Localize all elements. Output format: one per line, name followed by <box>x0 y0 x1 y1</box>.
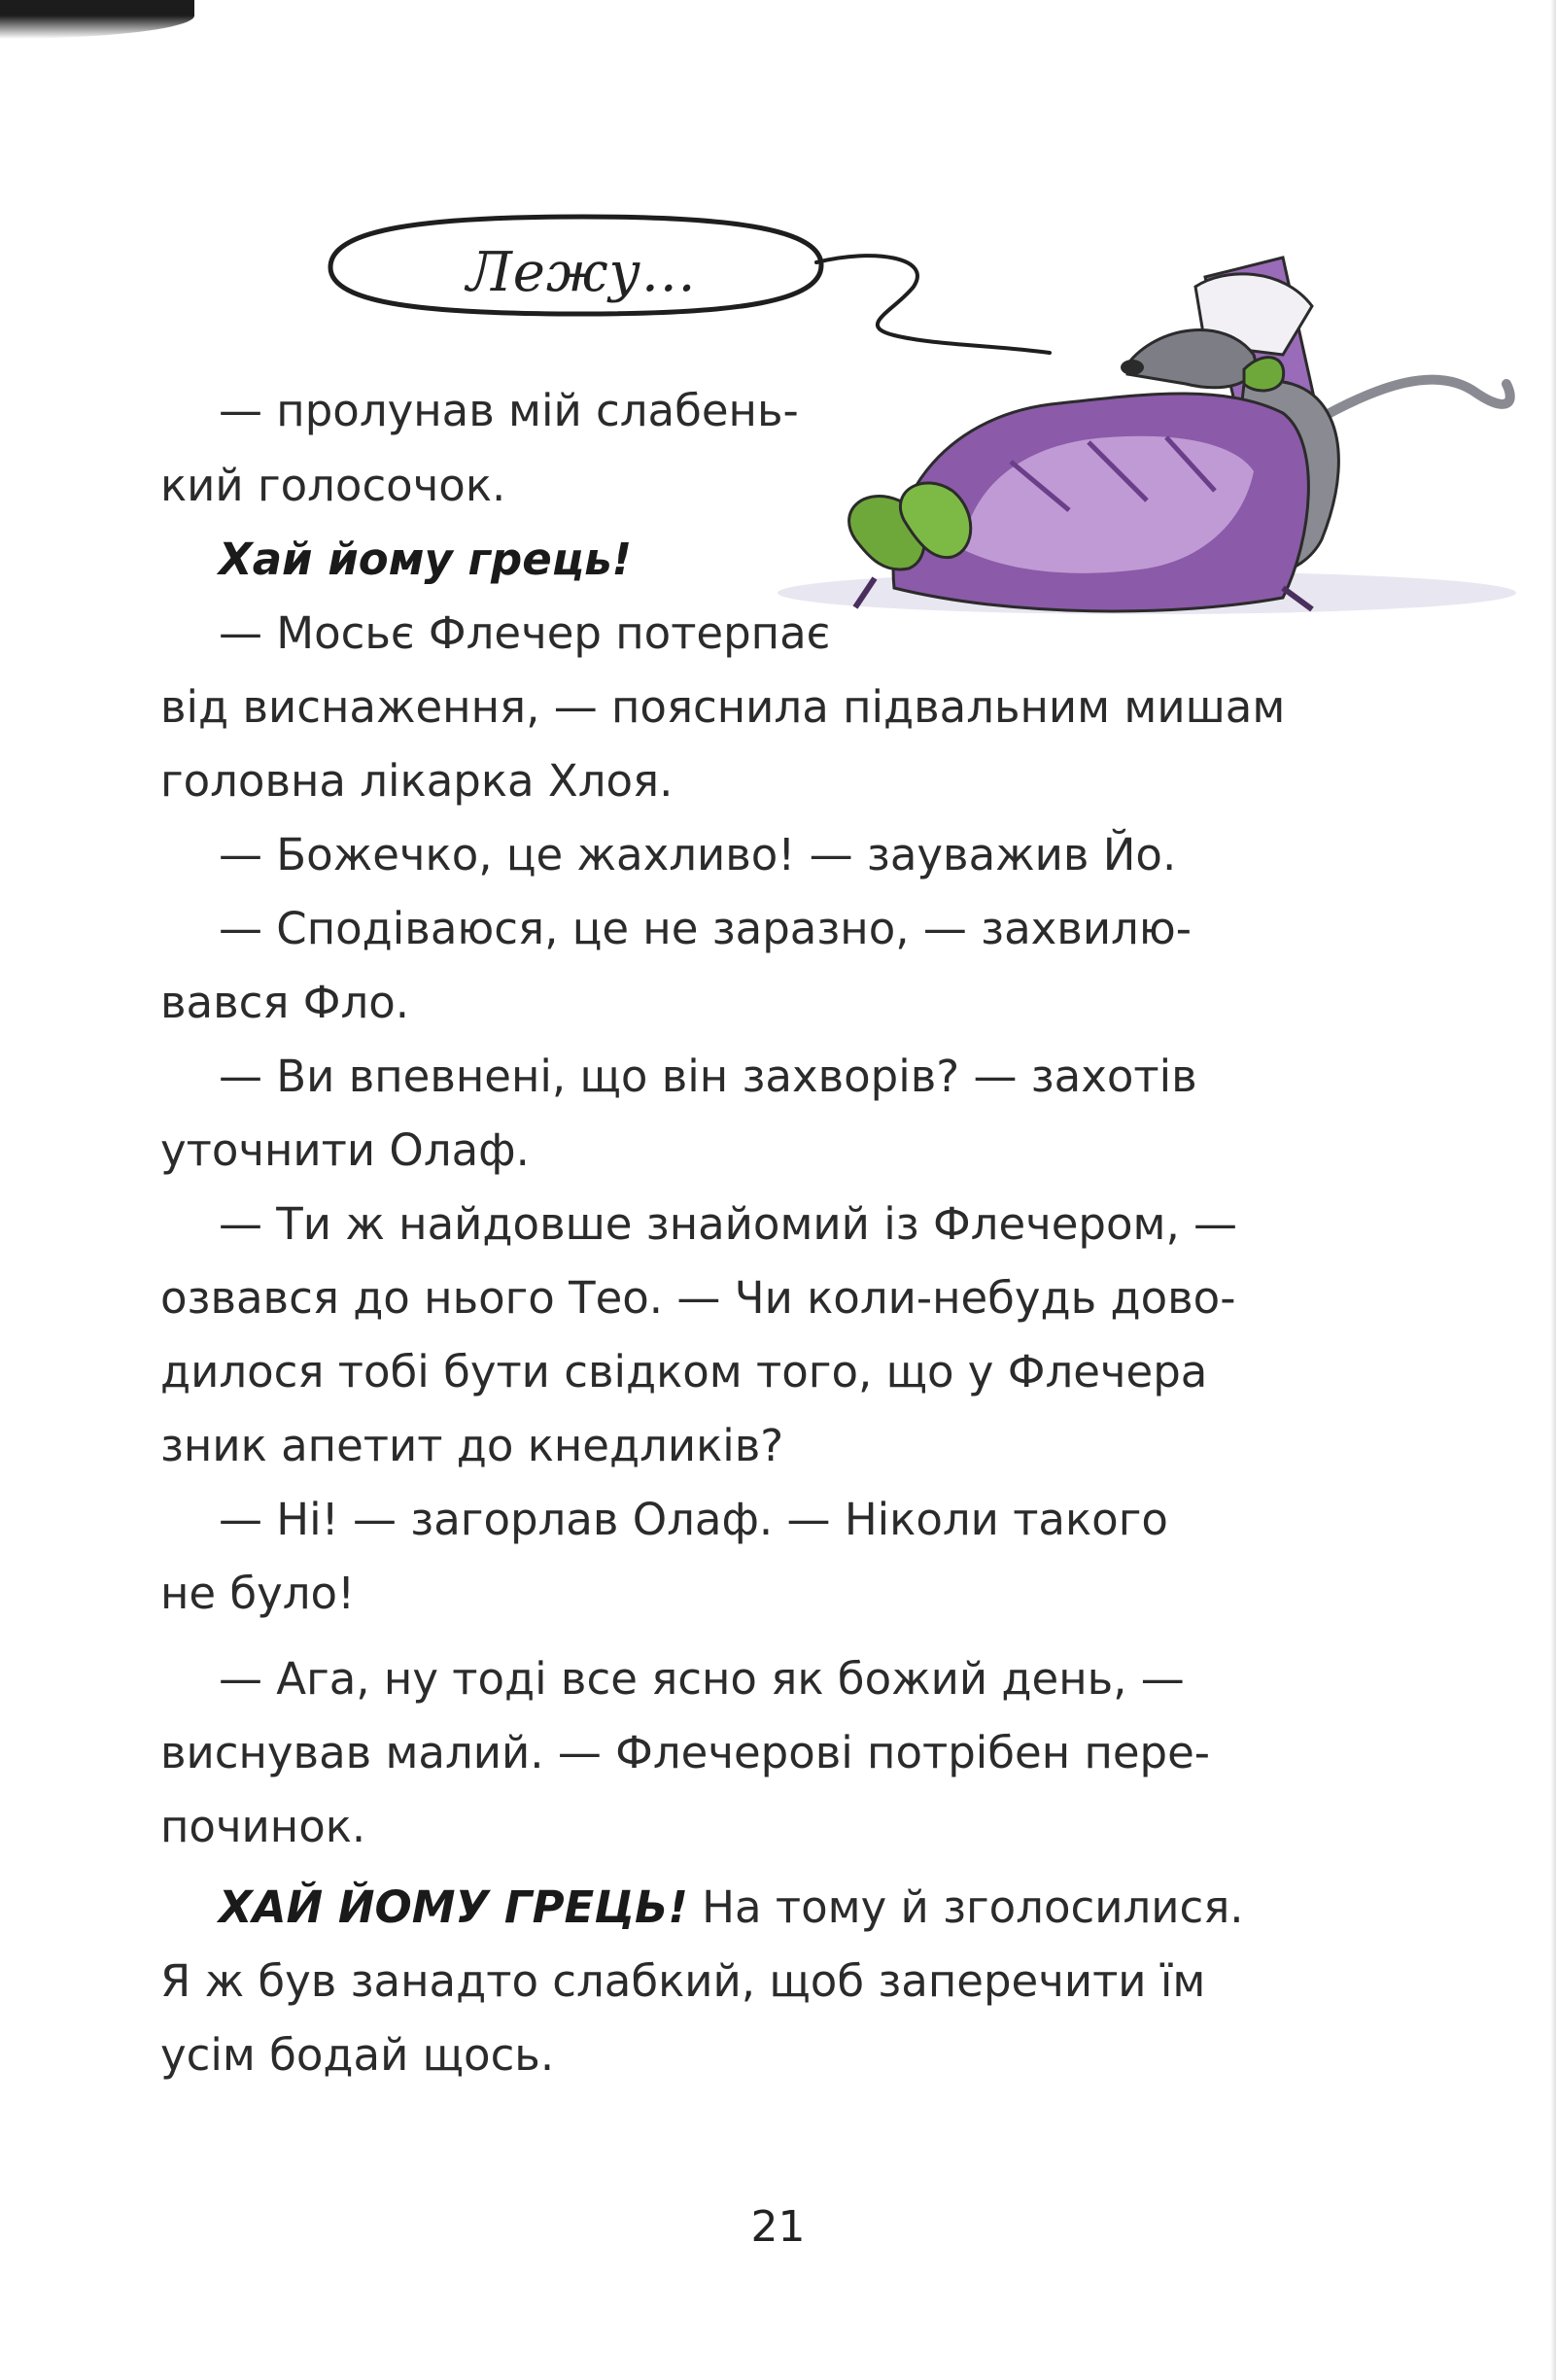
page-corner-shadow <box>0 0 194 39</box>
shout-text: ХАЙ ЙОМУ ГРЕЦЬ! <box>219 1881 688 1933</box>
text-fragment: На тому й зголосилися. <box>687 1881 1244 1933</box>
page-edge-shadow <box>1550 0 1556 2380</box>
text-line: уточнити Олаф. <box>160 1124 530 1176</box>
text-line: — Ні! — загорлав Олаф. — Ніколи такого <box>219 1494 1168 1545</box>
text-line: вався Фло. <box>160 977 410 1028</box>
text-line: — Божечко, це жахливо! — зауважив Йо. <box>219 829 1177 880</box>
text-line: кий голосочок. <box>160 460 506 511</box>
text-line: — Сподіваюся, це не заразно, — захвилю- <box>219 903 1192 954</box>
text-line: — Ага, ну тоді все ясно як божий день, — <box>219 1653 1185 1705</box>
text-line: озвався до нього Тео. — Чи коли-небудь дово- <box>160 1272 1236 1324</box>
final-paragraph-line-1 <box>219 1871 1244 1945</box>
speech-bubble-text: Лежу... <box>467 241 697 304</box>
text-line: виснував малий. — Флечерові потрібен пере- <box>160 1727 1211 1778</box>
text-line: починок. <box>160 1801 366 1852</box>
text-line: від виснаження, — пояснила підвальним мишам <box>160 681 1286 733</box>
sick-mouse-in-bed-icon <box>739 248 1536 656</box>
text-line: усім бодай щось. <box>160 2029 555 2081</box>
text-line: — пролунав мій слабень- <box>219 385 799 436</box>
page-number: 21 <box>750 2202 806 2252</box>
text-line: дилося тобі бути свідком того, що у Флечера <box>160 1346 1208 1397</box>
shout-line: Хай йому грець! <box>219 534 633 585</box>
text-line: — Ви впевнені, що він захворів? — захотів <box>219 1051 1197 1102</box>
text-line: головна лікарка Хлоя. <box>160 755 674 807</box>
text-line: не було! <box>160 1568 356 1619</box>
text-line: — Мосьє Флечер потерпає <box>219 607 831 659</box>
text-line: зник апетит до кнедликів? <box>160 1420 784 1471</box>
text-line: — Ти ж найдовше знайомий із Флечером, — <box>219 1198 1238 1250</box>
text-line: Я ж був занадто слабкий, щоб заперечити їм <box>160 1955 1206 2007</box>
